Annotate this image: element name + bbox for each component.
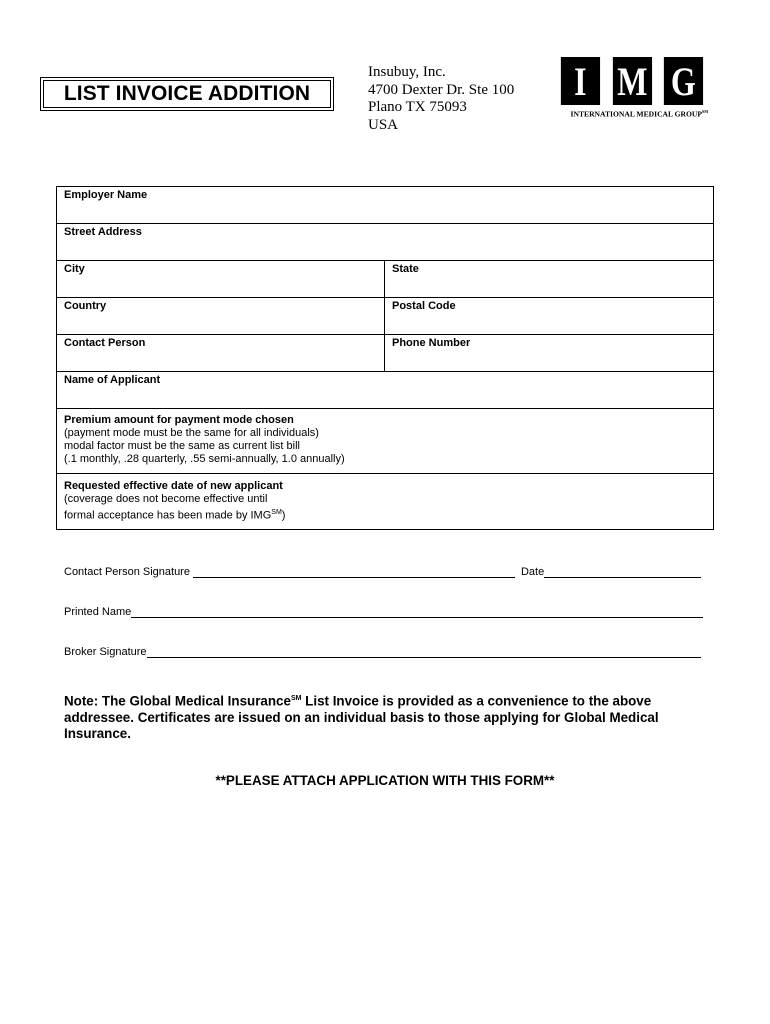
applicant-name-field[interactable] [57, 372, 713, 408]
country-label: Country [64, 300, 107, 312]
contact-signature-line [64, 565, 701, 578]
address-line: 4700 Dexter Dr. Ste 100 [368, 81, 515, 98]
state-field[interactable] [385, 261, 713, 297]
logo-letter-i: I [561, 57, 600, 105]
city-field[interactable] [57, 261, 385, 297]
phone-number-field[interactable] [385, 335, 713, 371]
disclaimer-note: Note: The Global Medical Insurance℠ List Invoice is provided as a convenience to the above addressee. Certificates are issued on an individual basis to those applying for Global Medical Insurance. [64, 693, 659, 741]
form-row-street [57, 224, 713, 261]
img-logo [556, 57, 708, 119]
broker-signature-field[interactable] [147, 645, 701, 658]
effective-date-label: Requested effective date of new applicant [64, 480, 283, 492]
contact-person-field[interactable] [57, 335, 385, 371]
logo-letter-blocks [556, 57, 708, 105]
street-address-label: Street Address [64, 226, 142, 238]
address-line: Insubuy, Inc. [368, 64, 446, 80]
contact-person-label: Contact Person [64, 337, 146, 349]
premium-label: Premium amount for payment mode chosen [64, 414, 294, 426]
phone-number-label: Phone Number [392, 337, 471, 349]
address-line: USA [368, 116, 399, 133]
printed-name-field[interactable] [131, 605, 703, 618]
form-title [40, 77, 334, 111]
logo-letter-g: G [664, 57, 703, 105]
form-row-effective-date [57, 474, 713, 529]
employer-name-label: Employer Name [64, 189, 148, 201]
date-label: Date [520, 566, 545, 578]
logo-tagline: INTERNATIONAL MEDICAL GROUP℠ [570, 109, 708, 119]
form-row-premium [57, 409, 713, 474]
form-row-contact-phone [57, 335, 713, 372]
form-row-country-postal [57, 298, 713, 335]
printed-name-label: Printed Name [64, 606, 132, 618]
postal-code-field[interactable] [385, 298, 713, 334]
form-row-employer [57, 187, 713, 224]
effective-date-note: formal acceptance has been made by IMG℠) [64, 509, 286, 522]
broker-signature-label: Broker Signature [64, 646, 147, 658]
contact-signature-field[interactable] [193, 565, 515, 578]
effective-date-note: (coverage does not become effective until [64, 493, 268, 505]
premium-amount-field[interactable] [57, 409, 713, 473]
country-field[interactable] [57, 298, 385, 334]
street-address-field[interactable] [57, 224, 713, 260]
premium-note: (payment mode must be the same for all individuals) [64, 427, 319, 439]
broker-signature-line [64, 645, 701, 658]
employer-name-field[interactable] [57, 187, 713, 223]
attach-application-notice: **PLEASE ATTACH APPLICATION WITH THIS FORM** [215, 773, 555, 788]
applicant-form-table [56, 186, 714, 530]
applicant-name-label: Name of Applicant [64, 374, 161, 386]
form-row-applicant [57, 372, 713, 409]
contact-signature-label: Contact Person Signature [64, 566, 190, 578]
form-title-text: LIST INVOICE ADDITION [63, 82, 311, 105]
premium-note: (.1 monthly, .28 quarterly, .55 semi-annually, 1.0 annually) [64, 453, 345, 465]
postal-code-label: Postal Code [392, 300, 456, 312]
state-label: State [392, 263, 419, 275]
form-row-city-state [57, 261, 713, 298]
logo-letter-m: M [613, 57, 652, 105]
effective-date-field[interactable] [57, 474, 713, 529]
date-field[interactable] [544, 565, 701, 578]
address-line: Plano TX 75093 [368, 99, 467, 115]
premium-note: modal factor must be the same as current list bill [64, 440, 300, 452]
printed-name-line [64, 605, 703, 618]
company-address [368, 64, 514, 134]
city-label: City [64, 263, 85, 275]
